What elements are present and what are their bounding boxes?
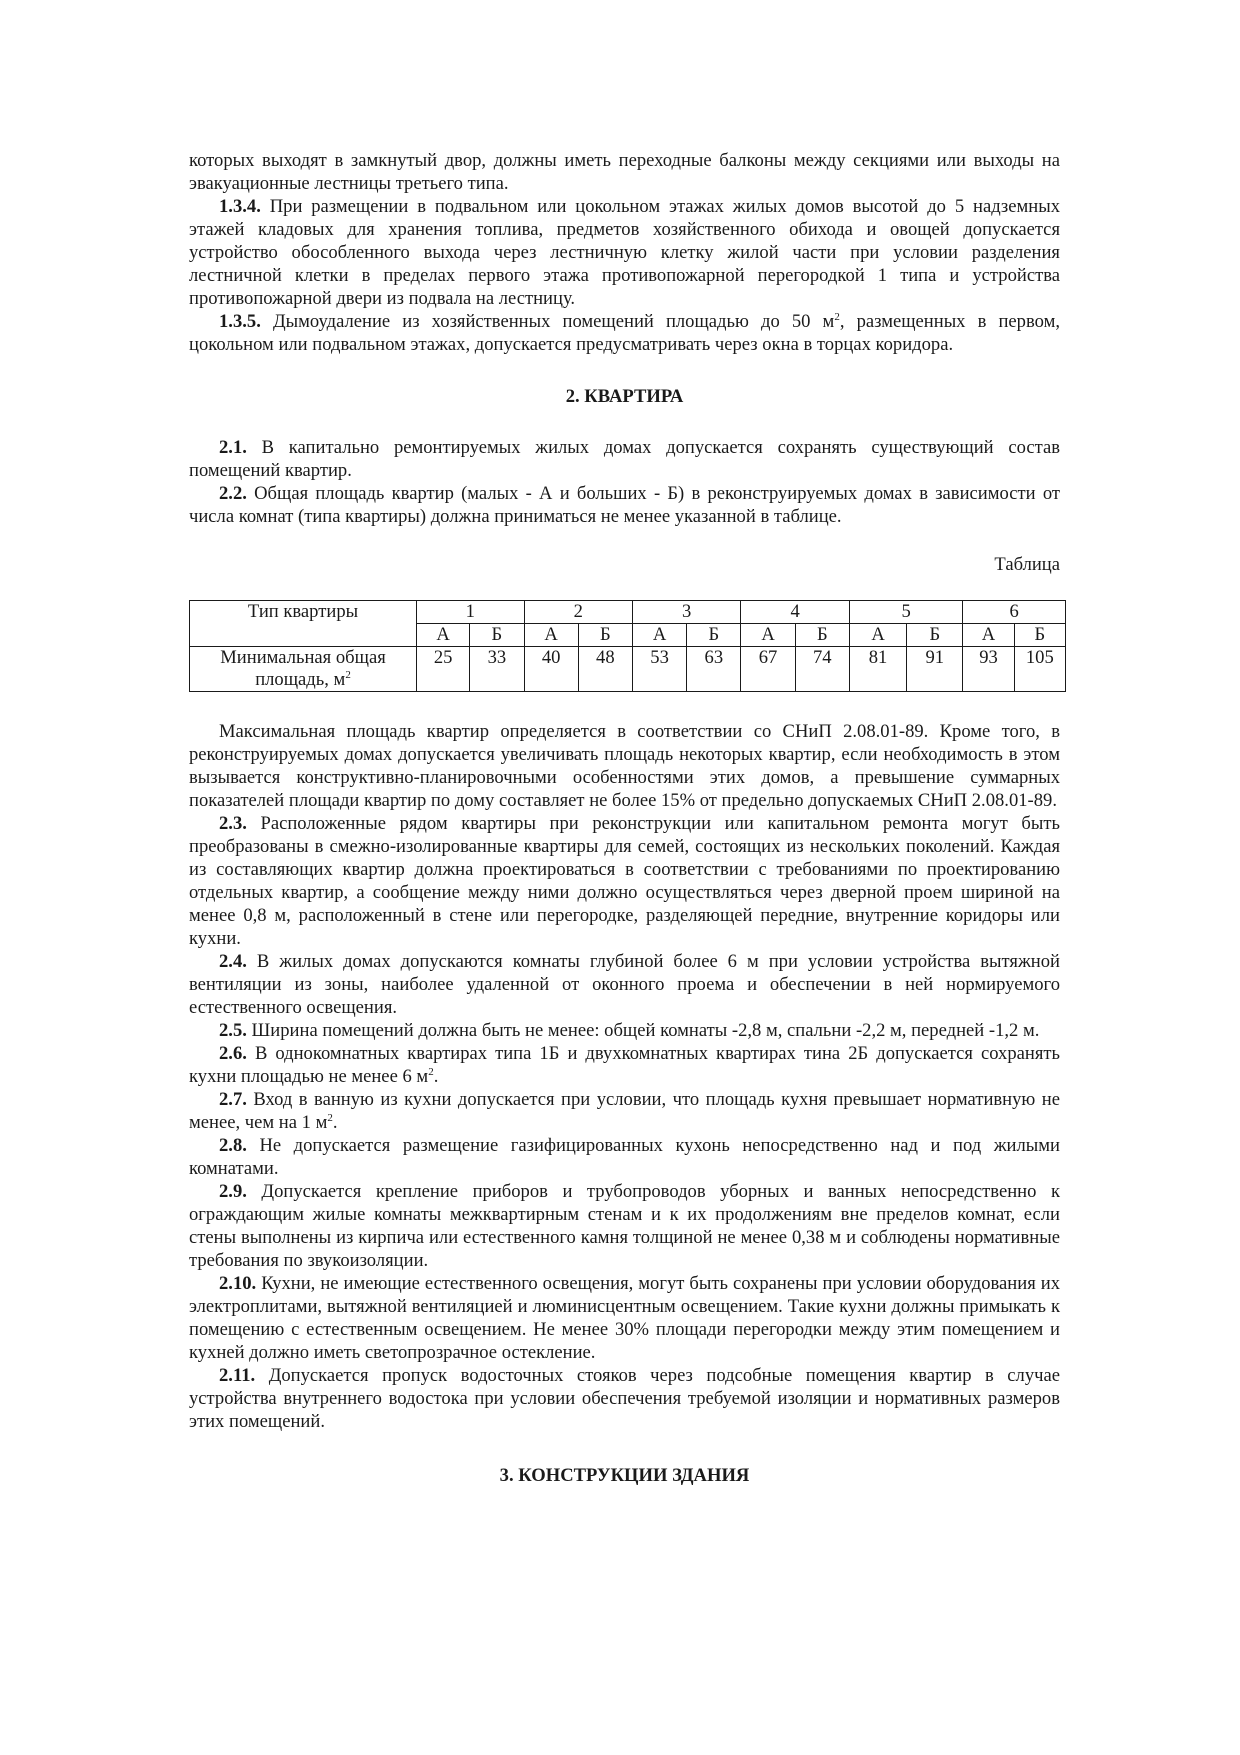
area-value-cell: 67 — [741, 647, 795, 692]
paragraph-2-9: 2.9. Допускается крепление приборов и трубопроводов уборных и ванных непосредственно к ограждающим жилые комнаты межквартирным стенам и к их продолжениям вне пределов комнат, если стены выполнены из кирпича или естественного камня толщиной не менее 0,38 м и соблюдены нормативные требования по звукоизоляции. — [189, 1181, 1060, 1271]
subtype-cell: Б — [578, 624, 632, 647]
area-value-cell: 93 — [963, 647, 1014, 692]
clause-number: 1.3.4. — [219, 196, 261, 217]
type-cell: 4 — [741, 601, 849, 624]
clause-number: 1.3.5. — [219, 311, 261, 332]
area-value-cell: 63 — [687, 647, 741, 692]
subtype-cell: А — [849, 624, 906, 647]
subtype-cell: А — [963, 624, 1014, 647]
area-value-cell: 53 — [632, 647, 686, 692]
table-row — [190, 647, 1066, 692]
clause-number: 2.9. — [219, 1181, 247, 1202]
clause-number: 2.8. — [219, 1135, 247, 1156]
paragraph-1-3-4: 1.3.4. При размещении в подвальном или цокольном этажах жилых домов высотой до 5 надземных этажей кладовых для хранения топлива, предметов хозяйственного обихода и овощей допускается устройство обособленного выхода через лестничную клетку жилой части при условии разделения лестничной клетки в пределах первого этажа противопожарной перегородкой 1 типа и устройства противопожарной двери из подвала на лестницу. — [189, 196, 1060, 309]
type-cell: 1 — [417, 601, 524, 624]
clause-number: 2.10. — [219, 1273, 257, 1294]
clause-number: 2.2. — [219, 483, 247, 504]
type-cell: 5 — [849, 601, 963, 624]
paragraph-2-1: 2.1. В капитально ремонтируемых жилых домах допускается сохранять существующий состав помещений квартир. — [189, 437, 1061, 481]
paragraph-2-11: 2.11. Допускается пропуск водосточных стояков через подсобные помещения квартир в случае устройства внутреннего водостока при условии обеспечения требуемой изоляции и нормативных размеров этих помещений. — [189, 1365, 1060, 1432]
document-body — [189, 149, 1060, 1487]
clause-number: 2.6. — [219, 1043, 247, 1064]
area-value-cell: 91 — [907, 647, 963, 692]
clause-number: 2.1. — [219, 437, 247, 458]
subtype-cell: А — [741, 624, 795, 647]
paragraph-1-3-5: 1.3.5. Дымоудаление из хозяйственных помещений площадью до 50 $м^2$, размещенных в первом, цокольном или подвальном этажах, допускается предусматривать через окна в торцах коридора. — [189, 311, 1060, 355]
paragraph-2-7: 2.7. Вход в ванную из кухни допускается при условии, что площадь кухня превышает нормативную не менее, чем на 1 $м^2$. — [189, 1089, 1060, 1133]
paragraph-2-8: 2.8. Не допускается размещение газифицированных кухонь непосредственно над и под жилыми комнатами. — [189, 1135, 1060, 1179]
clause-number: 2.4. — [219, 951, 247, 972]
subtype-cell: Б — [907, 624, 963, 647]
subtype-cell: Б — [795, 624, 849, 647]
type-cell: 2 — [524, 601, 632, 624]
subtype-cell: Б — [1014, 624, 1065, 647]
subtype-cell: А — [632, 624, 686, 647]
table-caption: Таблица — [994, 554, 1060, 575]
paragraph-2-3: 2.3. Расположенные рядом квартиры при реконструкции или капитальном ремонта могут быть преобразованы в смежно-изолированные квартиры для семей, состоящих из нескольких поколений. Каждая из составляющих квартир должна проектироваться в соответствии с требованиями по проектированию отдельных квартир, а сообщение между ними должно осуществляться через дверной проем шириной на менее 0,8 м, расположенный в стене или перегородке, разделяющей передние, внутренние коридоры или кухни. — [189, 813, 1060, 949]
paragraph-max-area: Максимальная площадь квартир определяется в соответствии со СНиП 2.08.01-89. Кроме того, в реконструируемых домах допускается увеличивать площадь некоторых квартир, если необходимость в этом вызывается конструктивно-планировочными особенностями этих домов, а превышение суммарных показателей площади квартир по дому составляет не более 15% от предельно допускаемых СНиП 2.08.01-89. — [189, 721, 1060, 811]
clause-number: 2.7. — [219, 1089, 247, 1110]
paragraph-2-6: 2.6. В однокомнатных квартирах типа 1Б и двухкомнатных квартирах тина 2Б допускается сохранять кухни площадью не менее 6 $м^2$. — [189, 1043, 1060, 1087]
area-value-cell: 81 — [849, 647, 906, 692]
area-value-cell: 105 — [1014, 647, 1065, 692]
type-label-cell: Тип квартиры — [190, 601, 417, 647]
clause-number: 2.3. — [219, 813, 247, 834]
section-heading-apartment: 2. КВАРТИРА — [565, 386, 684, 407]
type-cell: 6 — [963, 601, 1066, 624]
section-heading-building-structures: 3. КОНСТРУКЦИИ ЗДАНИЯ — [499, 1465, 750, 1486]
type-cell: 3 — [632, 601, 740, 624]
area-label-cell: Минимальная общая площадь, $м^2$ — [190, 647, 417, 692]
paragraph-2-2: 2.2. Общая площадь квартир (малых - А и больших - Б) в реконструируемых домах в зависимости от числа комнат (типа квартиры) должна приниматься не менее указанной в таблице. — [189, 483, 1061, 527]
area-value-cell: 40 — [524, 647, 578, 692]
paragraph-2-10: 2.10. Кухни, не имеющие естественного освещения, могут быть сохранены при условии оборудования их электроплитами, вытяжной вентиляцией и люминисцентным освещением. Такие кухни должны примыкать к помещению с естественным освещением. Не менее 30% площади перегородки между этим помещением и кухней должно иметь светопрозрачное остекление. — [189, 1273, 1060, 1363]
subtype-cell: А — [417, 624, 470, 647]
area-value-cell: 25 — [417, 647, 470, 692]
table-row — [190, 601, 1066, 624]
area-value-cell: 48 — [578, 647, 632, 692]
subtype-cell: Б — [470, 624, 524, 647]
apartment-area-table — [189, 600, 1066, 692]
subtype-cell: Б — [687, 624, 741, 647]
area-value-cell: 74 — [795, 647, 849, 692]
paragraph-2-4: 2.4. В жилых домах допускаются комнаты глубиной более 6 м при условии устройства вытяжной вентиляции из зоны, наиболее удаленной от оконного проема и обеспечении в ней нормируемого естественного освещения. — [189, 951, 1060, 1018]
clause-number: 2.11. — [219, 1365, 256, 1386]
clause-number: 2.5. — [219, 1020, 247, 1041]
area-value-cell: 33 — [470, 647, 524, 692]
paragraph-2-5: 2.5. Ширина помещений должна быть не менее: общей комнаты -2,8 м, спальни -2,2 м, передней -1,2 м. — [219, 1020, 1040, 1041]
paragraph-continuation: которых выходят в замкнутый двор, должны иметь переходные балконы между секциями или выходы на эвакуационные лестницы третьего типа. — [189, 150, 1060, 194]
subtype-cell: А — [524, 624, 578, 647]
